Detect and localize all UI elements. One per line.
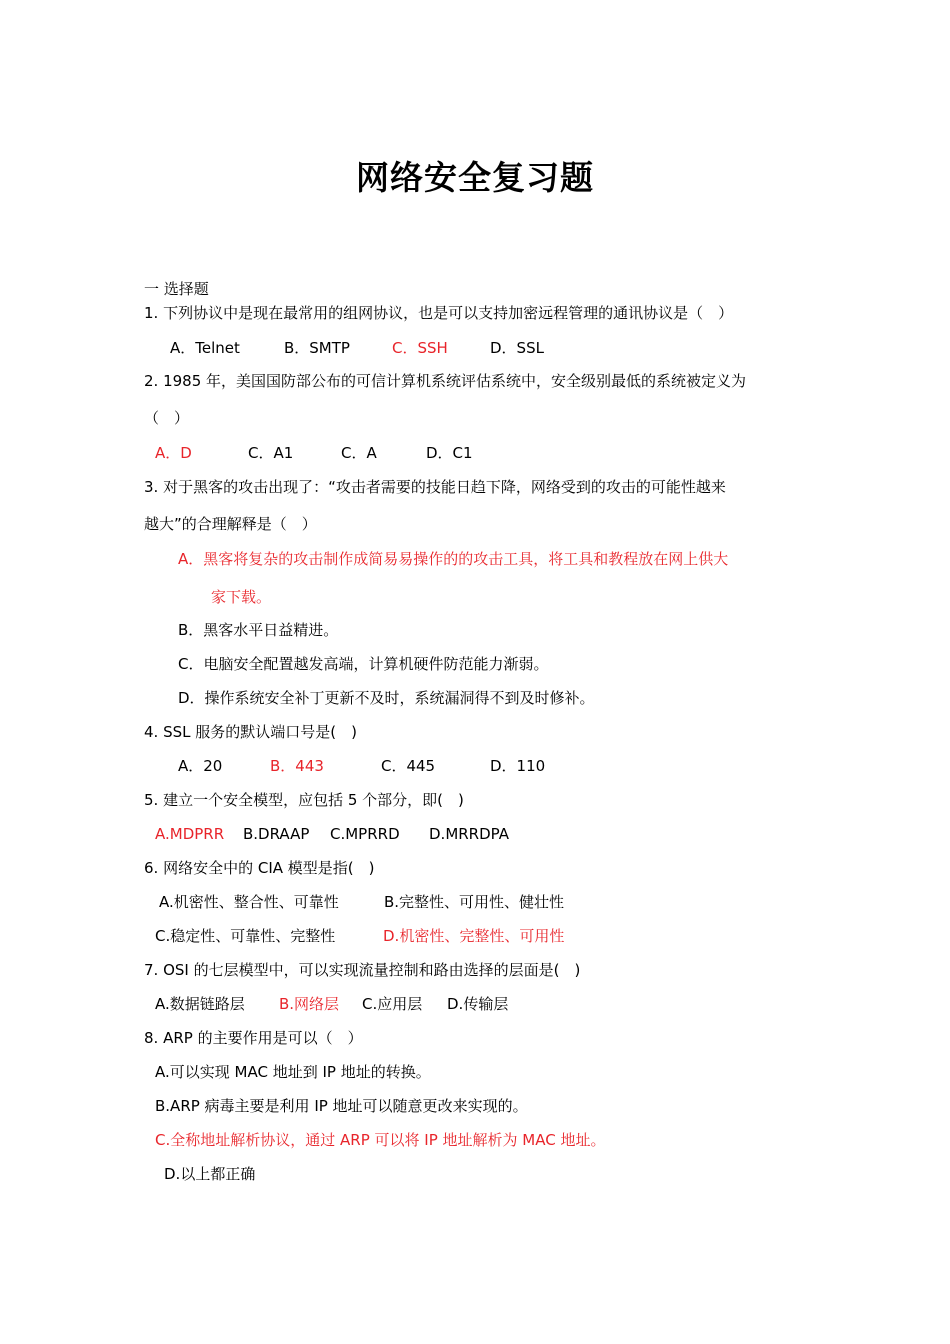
q4-option-a: A．20 [178, 757, 223, 775]
question-2-stem-line-2: （ ） [144, 409, 190, 427]
q3-option-a-answer-line-2: 家下载。 [211, 588, 272, 606]
question-4-stem: 4. SSL 服务的默认端口号是( ) [144, 723, 357, 741]
q8-option-c-answer: C.全称地址解析协议，通过 ARP 可以将 IP 地址解析为 MAC 地址。 [155, 1131, 606, 1149]
q7-option-d: D.传输层 [447, 995, 509, 1013]
q3-option-d: D．操作系统安全补丁更新不及时，系统漏洞得不到及时修补。 [178, 689, 595, 707]
q3-option-a-answer-line-1: A．黑客将复杂的攻击制作成简易易操作的的攻击工具，将工具和教程放在网上供大 [178, 550, 729, 568]
q2-option-d: D．C1 [426, 444, 473, 462]
q4-option-b-answer: B．443 [270, 757, 324, 775]
q1-option-a: A．Telnet [170, 339, 240, 357]
page-title: 网络安全复习题 [356, 158, 594, 197]
q4-option-c: C．445 [381, 757, 436, 775]
q3-option-b: B．黑客水平日益精进。 [178, 621, 339, 639]
q1-option-c-answer: C．SSH [392, 339, 448, 357]
question-3-stem-line-2: 越大”的合理解释是（ ） [144, 515, 317, 533]
q6-option-d-answer: D.机密性、完整性、可用性 [383, 927, 565, 945]
q5-option-d: D.MRRDPA [429, 825, 510, 843]
question-2-stem-line-1: 2. 1985 年，美国国防部公布的可信计算机系统评估系统中，安全级别最低的系统被定义为 [144, 372, 747, 390]
q7-option-c: C.应用层 [362, 995, 423, 1013]
q2-option-b: C．A1 [248, 444, 294, 462]
q2-option-a-answer: A．D [155, 444, 192, 462]
q7-option-a: A.数据链路层 [155, 995, 245, 1013]
q6-option-a: A.机密性、整合性、可靠性 [159, 893, 339, 911]
question-7-stem: 7. OSI 的七层模型中，可以实现流量控制和路由选择的层面是( ) [144, 961, 581, 979]
q1-option-d: D．SSL [490, 339, 544, 357]
q3-option-c: C．电脑安全配置越发高端，计算机硬件防范能力渐弱。 [178, 655, 549, 673]
q5-option-b: B.DRAAP [243, 825, 310, 843]
q8-option-a: A.可以实现 MAC 地址到 IP 地址的转换。 [155, 1063, 431, 1081]
question-5-stem: 5. 建立一个安全模型，应包括 5 个部分，即( ) [144, 791, 464, 809]
q8-option-d: D.以上都正确 [164, 1165, 256, 1183]
q8-option-b: B.ARP 病毒主要是利用 IP 地址可以随意更改来实现的。 [155, 1097, 528, 1115]
q7-option-b-answer: B.网络层 [279, 995, 340, 1013]
q6-option-c: C.稳定性、可靠性、完整性 [155, 927, 336, 945]
q1-option-b: B．SMTP [284, 339, 350, 357]
question-8-stem: 8. ARP 的主要作用是可以（ ） [144, 1029, 363, 1047]
section-heading: 一 选择题 [144, 280, 209, 298]
q5-option-c: C.MPRRD [330, 825, 400, 843]
q2-option-c: C．A [341, 444, 377, 462]
question-1-stem: 1. 下列协议中是现在最常用的组网协议，也是可以支持加密远程管理的通讯协议是（ ） [144, 304, 734, 322]
q6-option-b: B.完整性、可用性、健壮性 [384, 893, 565, 911]
question-3-stem-line-1: 3. 对于黑客的攻击出现了：“攻击者需要的技能日趋下降，网络受到的攻击的可能性越来 [144, 478, 726, 496]
q5-option-a-answer: A.MDPRR [155, 825, 225, 843]
question-6-stem: 6. 网络安全中的 CIA 模型是指( ) [144, 859, 375, 877]
q4-option-d: D．110 [490, 757, 546, 775]
